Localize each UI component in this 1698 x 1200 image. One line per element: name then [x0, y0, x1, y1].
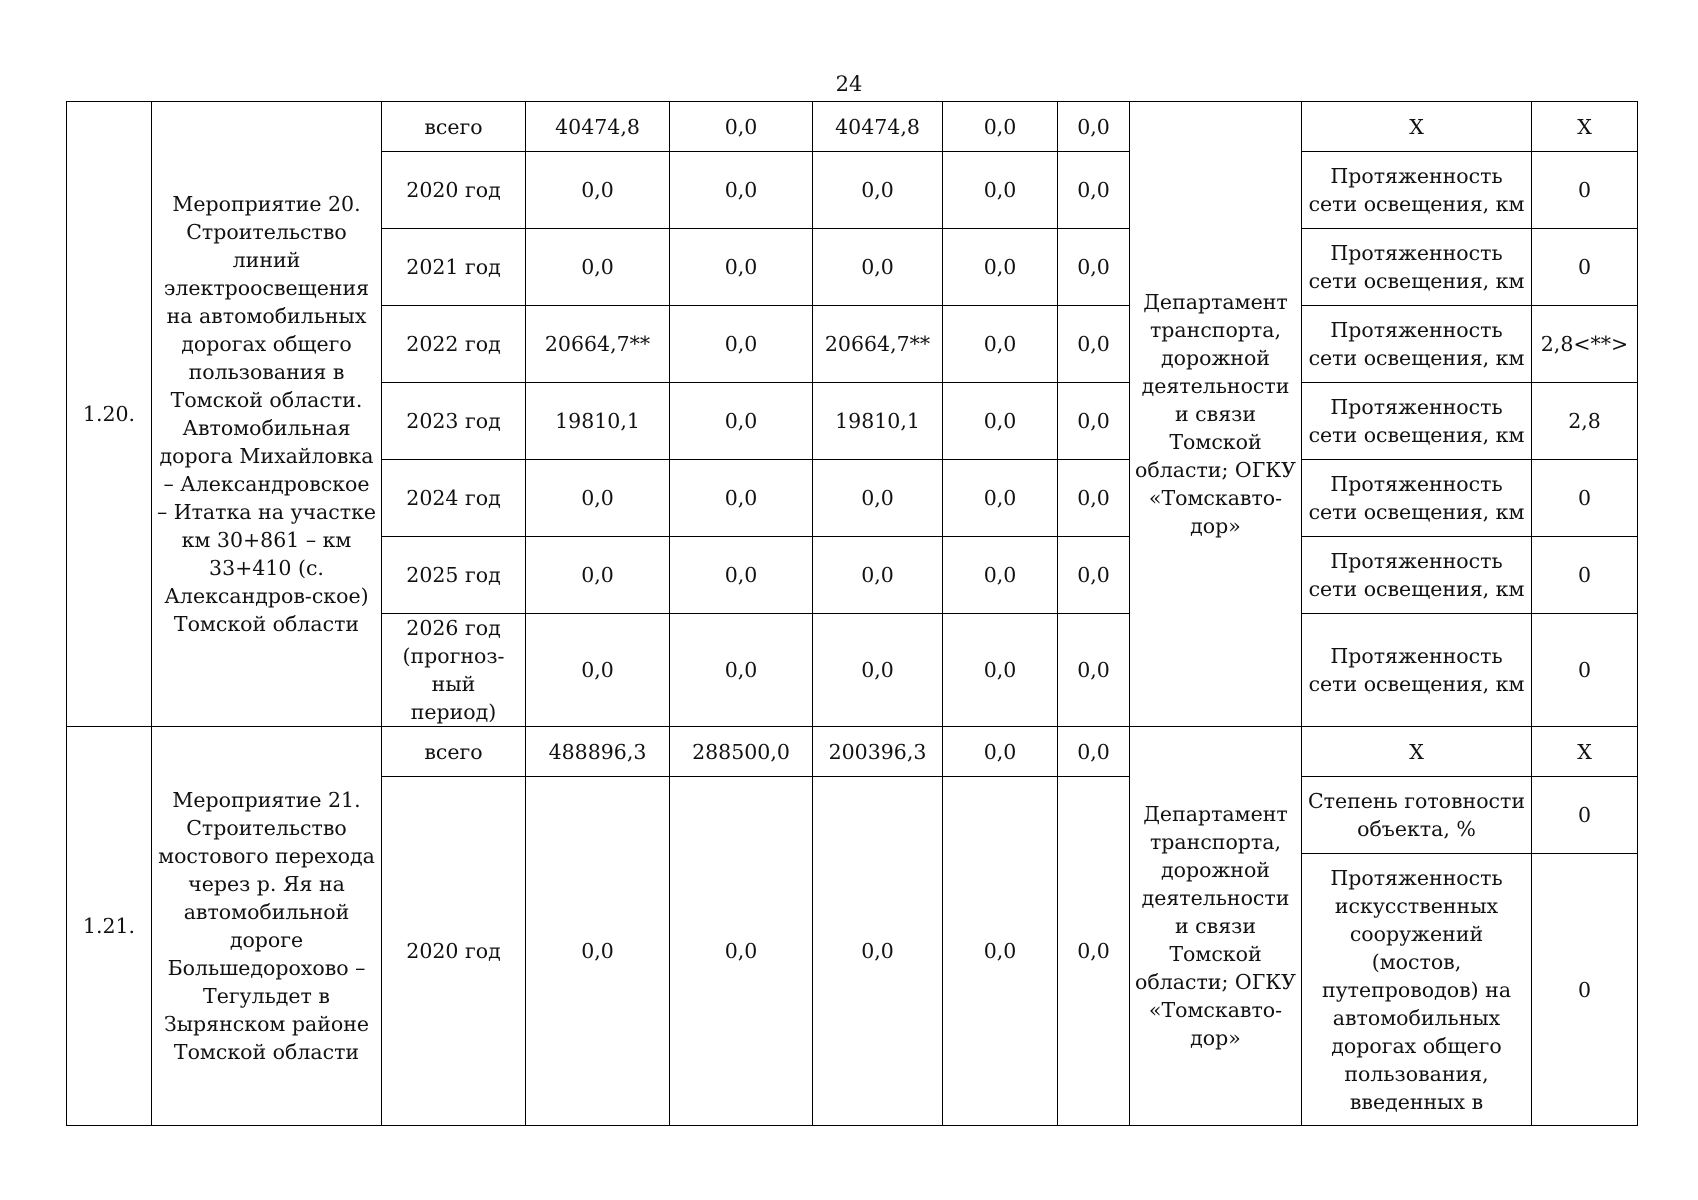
period-cell: всего	[382, 102, 526, 152]
indicator-value-cell: 0	[1532, 229, 1638, 306]
indicator-value-cell: Х	[1532, 727, 1638, 777]
federal-cell: 0,0	[670, 229, 813, 306]
other-cell: 0,0	[1058, 460, 1130, 537]
local-cell: 0,0	[943, 537, 1058, 614]
federal-cell: 288500,0	[670, 727, 813, 777]
total-cell: 19810,1	[526, 383, 670, 460]
item-number: 1.21.	[67, 727, 152, 1126]
indicator-value-cell: 0	[1532, 537, 1638, 614]
item-number: 1.20.	[67, 102, 152, 727]
period-cell: 2026 год (прогноз-ный период)	[382, 614, 526, 727]
indicator-cell: Протяженность сети освещения, км	[1302, 152, 1532, 229]
local-cell: 0,0	[943, 727, 1058, 777]
regional-cell: 0,0	[813, 777, 943, 1126]
period-cell: 2024 год	[382, 460, 526, 537]
other-cell: 0,0	[1058, 152, 1130, 229]
local-cell: 0,0	[943, 102, 1058, 152]
period-cell: 2023 год	[382, 383, 526, 460]
period-cell: всего	[382, 727, 526, 777]
federal-cell: 0,0	[670, 306, 813, 383]
period-cell: 2020 год	[382, 152, 526, 229]
period-cell: 2020 год	[382, 777, 526, 1126]
table-row	[67, 727, 1638, 777]
item-description: Мероприятие 21. Строительство мостового перехода через р. Яя на автомобильной дороге Большедорохово – Тегульдет в Зырянском районе Томской области	[152, 727, 382, 1126]
other-cell: 0,0	[1058, 537, 1130, 614]
page-number: 24	[835, 72, 863, 96]
indicator-value-cell: 0	[1532, 460, 1638, 537]
other-cell: 0,0	[1058, 306, 1130, 383]
total-cell: 40474,8	[526, 102, 670, 152]
total-cell: 0,0	[526, 460, 670, 537]
executor-cell: Департамент транспорта, дорожной деятельности и связи Томской области; ОГКУ «Томскавто-дор»	[1130, 727, 1302, 1126]
regional-cell: 20664,7**	[813, 306, 943, 383]
indicator-cell: Протяженность сети освещения, км	[1302, 614, 1532, 727]
period-cell: 2021 год	[382, 229, 526, 306]
total-cell: 0,0	[526, 777, 670, 1126]
indicator-cell: Х	[1302, 727, 1532, 777]
local-cell: 0,0	[943, 383, 1058, 460]
other-cell: 0,0	[1058, 777, 1130, 1126]
regional-cell: 0,0	[813, 537, 943, 614]
local-cell: 0,0	[943, 306, 1058, 383]
regional-cell: 0,0	[813, 614, 943, 727]
local-cell: 0,0	[943, 777, 1058, 1126]
item-description: Мероприятие 20. Строительство линий электроосвещения на автомобильных дорогах общего пользования в Томской области. Автомобильная дорога Михайловка – Александровское – Итатка на участке км 30+861 – км 33+410 (с. Александров-ское) Томской области	[152, 102, 382, 727]
period-cell: 2022 год	[382, 306, 526, 383]
regional-cell: 0,0	[813, 152, 943, 229]
indicator-cell: Протяженность сети освещения, км	[1302, 537, 1532, 614]
indicator-cell: Протяженность сети освещения, км	[1302, 460, 1532, 537]
total-cell: 488896,3	[526, 727, 670, 777]
federal-cell: 0,0	[670, 102, 813, 152]
other-cell: 0,0	[1058, 383, 1130, 460]
indicator-value-cell: Х	[1532, 102, 1638, 152]
regional-cell: 40474,8	[813, 102, 943, 152]
regional-cell: 19810,1	[813, 383, 943, 460]
indicator-value-cell: 0	[1532, 614, 1638, 727]
period-cell: 2025 год	[382, 537, 526, 614]
federal-cell: 0,0	[670, 152, 813, 229]
regional-cell: 0,0	[813, 460, 943, 537]
regional-cell: 200396,3	[813, 727, 943, 777]
local-cell: 0,0	[943, 229, 1058, 306]
executor-cell: Департамент транспорта, дорожной деятельности и связи Томской области; ОГКУ «Томскавто-дор»	[1130, 102, 1302, 727]
regional-cell: 0,0	[813, 229, 943, 306]
total-cell: 0,0	[526, 229, 670, 306]
other-cell: 0,0	[1058, 727, 1130, 777]
indicator-cell: Протяженность сети освещения, км	[1302, 306, 1532, 383]
indicator-cell: Х	[1302, 102, 1532, 152]
total-cell: 0,0	[526, 152, 670, 229]
other-cell: 0,0	[1058, 229, 1130, 306]
indicator-value-cell: 0	[1532, 152, 1638, 229]
total-cell: 20664,7**	[526, 306, 670, 383]
indicator-value-cell: 0	[1532, 854, 1638, 1126]
indicator-cell: Протяженность искусственных сооружений (мостов, путепроводов) на автомобильных дорогах общего пользования, введенных в	[1302, 854, 1532, 1126]
local-cell: 0,0	[943, 152, 1058, 229]
total-cell: 0,0	[526, 614, 670, 727]
local-cell: 0,0	[943, 614, 1058, 727]
indicator-cell: Протяженность сети освещения, км	[1302, 383, 1532, 460]
federal-cell: 0,0	[670, 460, 813, 537]
indicator-value-cell: 2,8<**>	[1532, 306, 1638, 383]
table-row	[67, 102, 1638, 152]
federal-cell: 0,0	[670, 614, 813, 727]
federal-cell: 0,0	[670, 777, 813, 1126]
indicator-value-cell: 2,8	[1532, 383, 1638, 460]
federal-cell: 0,0	[670, 537, 813, 614]
federal-cell: 0,0	[670, 383, 813, 460]
indicator-value-cell: 0	[1532, 777, 1638, 854]
other-cell: 0,0	[1058, 614, 1130, 727]
indicator-cell: Протяженность сети освещения, км	[1302, 229, 1532, 306]
local-cell: 0,0	[943, 460, 1058, 537]
other-cell: 0,0	[1058, 102, 1130, 152]
program-table	[66, 101, 1638, 1126]
total-cell: 0,0	[526, 537, 670, 614]
indicator-cell: Степень готовности объекта, %	[1302, 777, 1532, 854]
